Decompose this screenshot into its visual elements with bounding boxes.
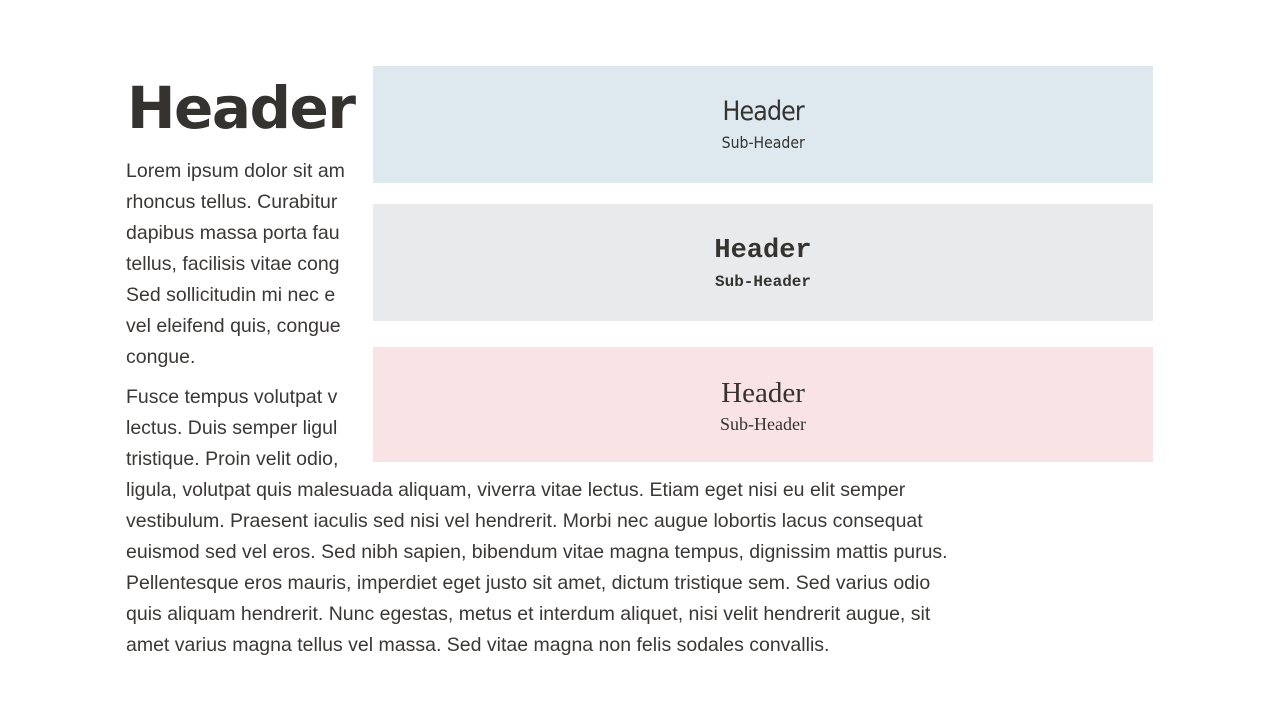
paragraph-line: vestibulum. Praesent iaculis sed nisi vel hendrerit. Morbi nec augue lobortis lacus consequat [126,510,923,532]
card-title: Header [722,95,804,127]
paragraph-line: ligula, volutpat quis malesuada aliquam, viverra vitae lectus. Etiam eget nisi eu elit semper [126,479,906,501]
paragraph-line: tellus, facilisis vitae cong [126,253,340,275]
paragraph-line: dapibus massa porta fau [126,222,340,244]
paragraph-line: Fusce tempus volutpat v [126,386,338,408]
paragraph-line: tristique. Proin velit odio, [126,448,339,470]
header-card-serif [373,347,1153,462]
paragraph-line: euismod sed vel eros. Sed nibh sapien, bibendum vitae magna tempus, dignissim mattis purus. [126,541,948,563]
paragraph-line: lectus. Duis semper ligul [126,417,338,439]
paragraph-line: Lorem ipsum dolor sit am [126,160,345,182]
paragraph-line: rhoncus tellus. Curabitur [126,191,338,213]
card-subtitle: Sub-Header [720,413,806,434]
paragraph-line: Pellentesque eros mauris, imperdiet eget justo sit amet, dictum tristique sem. Sed varius odio [126,572,931,594]
paragraph-line: amet varius magna tellus vel massa. Sed vitae magna non felis sodales convallis. [126,634,830,656]
card-subtitle: Sub-Header [714,272,811,291]
header-card-sans [373,66,1153,183]
paragraph-line: quis aliquam hendrerit. Nunc egestas, metus et interdum aliquet, nisi velit hendrerit augue, sit [126,603,931,625]
header-card-mono [373,204,1153,321]
paragraph-line: congue. [126,346,196,368]
page-title: Header [127,74,355,142]
body-paragraph-1 [126,156,345,373]
card-title: Header [721,376,805,409]
card-subtitle: Sub-Header [721,132,805,152]
paragraph-line: vel eleifend quis, congue [126,315,341,337]
card-title: Header [714,235,812,266]
paragraph-line: Sed sollicitudin mi nec e [126,284,336,306]
